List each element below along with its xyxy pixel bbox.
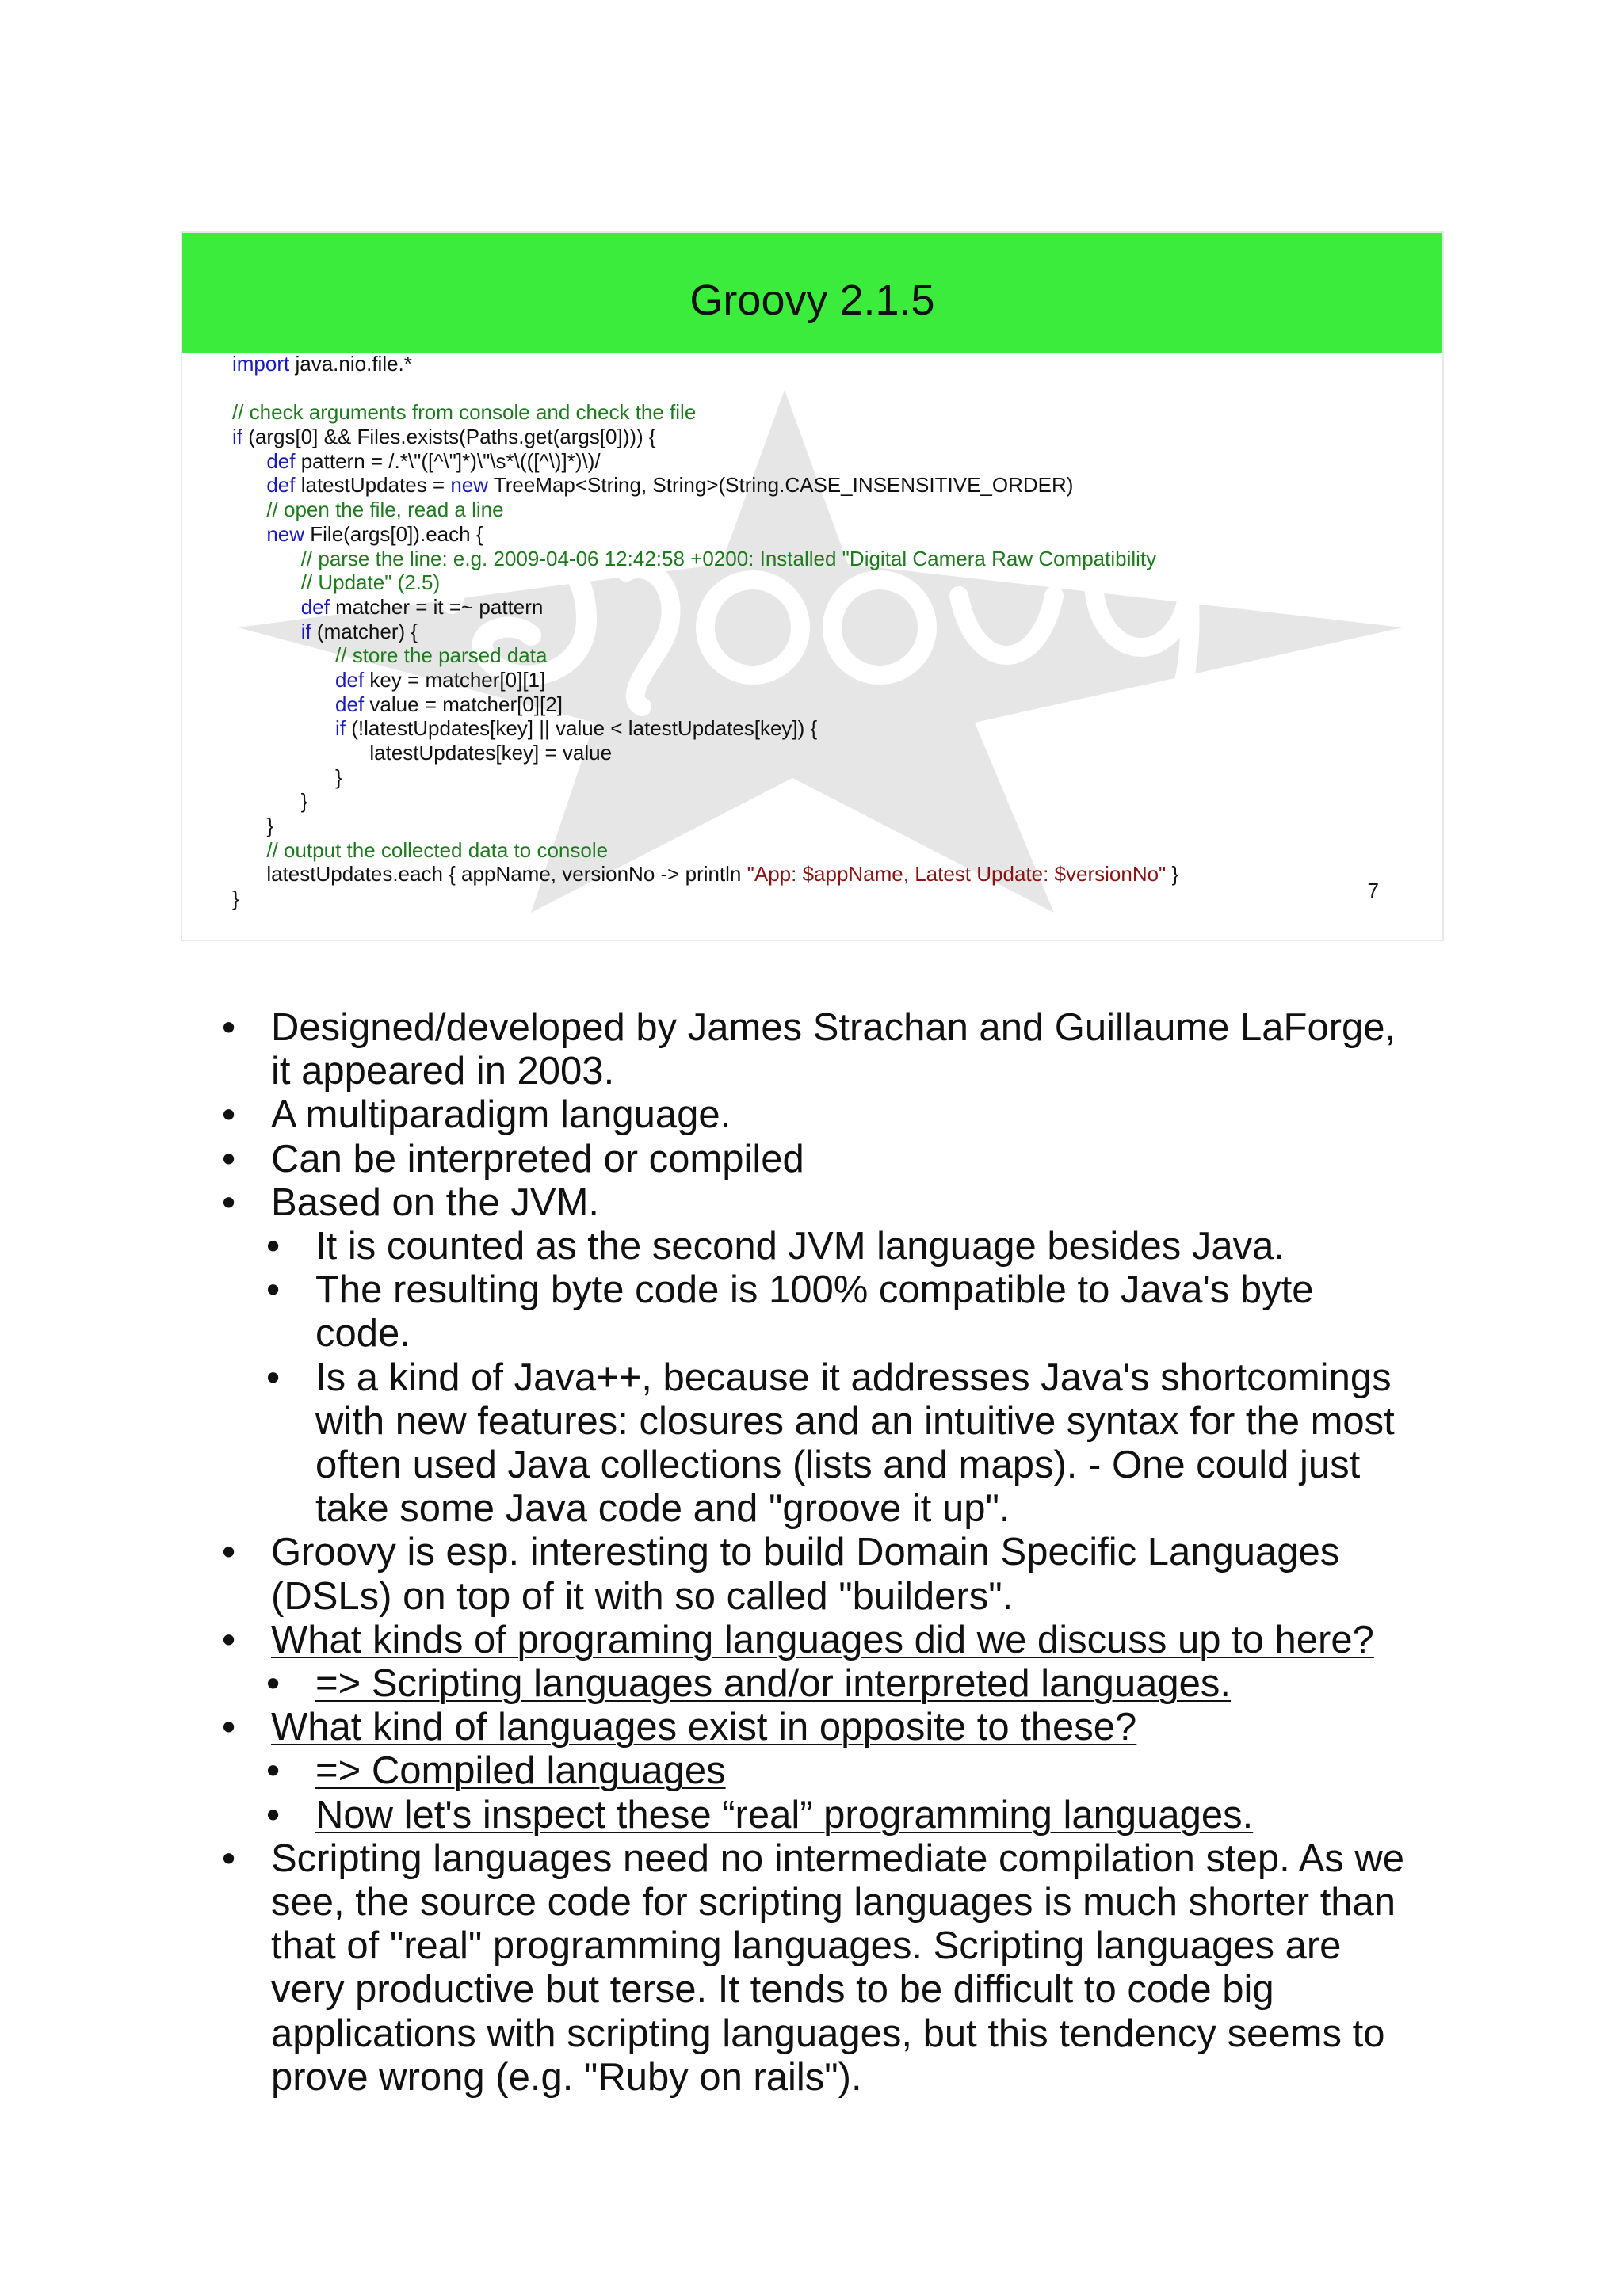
bullet-line: (DSLs) on top of it with so called "builders".	[271, 1574, 1014, 1618]
code-line	[232, 741, 1421, 765]
code-keyword: import	[232, 352, 290, 376]
bullet-text	[271, 1006, 1396, 1093]
bullet-line: What kind of languages exist in opposite to these?	[271, 1706, 1137, 1749]
code-text	[232, 522, 266, 546]
code-text	[232, 620, 301, 643]
bullet-line: take some Java code and "groove it up".	[315, 1487, 1010, 1531]
code-line	[232, 473, 1421, 498]
code-text: TreeMap<String, String>(String.CASE_INSENSITIVE_ORDER)	[488, 473, 1074, 498]
code-line	[232, 400, 1421, 425]
code-text	[232, 449, 266, 473]
code-keyword: def	[266, 448, 296, 473]
code-keyword: def	[266, 473, 296, 498]
code-text: }	[1166, 862, 1179, 887]
bullet-text	[315, 1794, 1253, 1836]
code-keyword: def	[335, 692, 365, 716]
bullet-line: often used Java collections (lists and maps). - One could just	[315, 1444, 1361, 1487]
code-text: key = matcher[0][1]	[364, 667, 546, 692]
code-text: latestUpdates =	[295, 473, 451, 498]
bullet-line: applications with scripting languages, but this tendency seems to	[271, 2012, 1385, 2055]
bullet-line: it appeared in 2003.	[271, 1050, 615, 1093]
code-line	[232, 620, 1421, 644]
code-text	[232, 643, 335, 667]
bullet-line: that of "real" programming languages. Scripting languages are	[271, 1924, 1342, 1968]
code-line	[232, 692, 1421, 717]
code-text: (args[0] && Files.exists(Paths.get(args[0]))) {	[242, 425, 656, 449]
bullet-line: very productive but terse. It tends to be difficult to code big	[271, 1968, 1274, 2012]
bullet-text	[271, 1181, 599, 1224]
code-line	[232, 376, 1421, 401]
bullet-item	[222, 1006, 1458, 1093]
code-line	[232, 498, 1421, 522]
code-text: java.nio.file.*	[289, 352, 412, 376]
code-text	[232, 570, 301, 594]
bullet-item	[266, 1662, 1458, 1706]
code-string: "App: $appName, Latest Update: $versionNo"	[747, 862, 1167, 887]
bullet-line: Based on the JVM.	[271, 1180, 600, 1224]
bullet-line: Now let's inspect these “real” programming languages.	[315, 1793, 1254, 1836]
code-line	[232, 595, 1421, 620]
code-line	[232, 449, 1421, 474]
code-listing	[232, 352, 1421, 911]
code-keyword: if	[335, 716, 346, 741]
bullet-text	[271, 1138, 804, 1180]
code-line	[232, 522, 1421, 547]
bullet-item	[266, 1356, 1458, 1531]
bullet-line: Is a kind of Java++, because it addresses Java's shortcomings	[315, 1356, 1392, 1399]
code-comment: // open the file, read a line	[266, 498, 504, 522]
bullet-line: Designed/developed by James Strachan and Guillaume LaForge,	[271, 1006, 1396, 1049]
code-text: (!latestUpdates[key] || value < latestUpdates[key]) {	[346, 716, 818, 741]
bullet-item	[266, 1225, 1458, 1268]
bullet-line: with new features: closures and an intuitive syntax for the most	[315, 1399, 1395, 1443]
slide	[181, 231, 1444, 941]
bullet-line: A multiparadigm language.	[271, 1093, 731, 1137]
bullet-line: The resulting byte code is 100% compatible to Java's byte	[315, 1268, 1314, 1312]
code-text	[232, 668, 335, 692]
slide-title: Groovy 2.1.5	[689, 277, 935, 324]
bullet-item	[266, 1794, 1458, 1837]
code-keyword: if	[232, 425, 242, 449]
code-line	[232, 570, 1421, 595]
bullet-line: Groovy is esp. interesting to build Domain Specific Languages	[271, 1531, 1340, 1574]
code-text	[232, 547, 301, 570]
bullet-line: Scripting languages need no intermediate compilation step. As we	[271, 1836, 1405, 1880]
bullet-text	[271, 1619, 1374, 1661]
code-line	[232, 765, 1421, 790]
bullet-text	[315, 1749, 726, 1792]
code-text: latestUpdates[key] = value	[232, 741, 613, 765]
code-line	[232, 643, 1421, 668]
code-line	[232, 716, 1421, 741]
code-text: pattern = /.*\"([^\"]*)\"\s*\(([^\)]*)\)/	[295, 448, 601, 473]
bullet-item	[222, 1138, 1458, 1181]
code-comment: // check arguments from console and check the file	[232, 400, 697, 425]
code-line	[232, 814, 1421, 838]
bullet-text	[315, 1356, 1395, 1531]
bullet-item	[222, 1706, 1458, 1749]
bullet-text	[271, 1837, 1404, 2099]
code-comment: // Update" (2.5)	[300, 570, 441, 595]
bullet-line: Can be interpreted or compiled	[271, 1137, 804, 1180]
bullet-text	[271, 1531, 1339, 1617]
bullet-text	[271, 1093, 731, 1136]
code-keyword: new	[450, 473, 489, 498]
code-text	[232, 692, 335, 716]
bullet-item	[222, 1531, 1458, 1618]
code-text: }	[232, 887, 239, 911]
bullet-line: What kinds of programing languages did we discuss up to here?	[271, 1618, 1374, 1661]
code-text	[232, 473, 266, 497]
bullet-line: It is counted as the second JVM language besides Java.	[315, 1225, 1285, 1268]
code-text: }	[232, 789, 308, 814]
code-text: latestUpdates.each { appName, versionNo -> println	[232, 862, 747, 887]
bullet-item	[222, 1619, 1458, 1662]
bullet-line: see, the source code for scripting languages is much shorter than	[271, 1881, 1396, 1924]
code-text: File(args[0]).each {	[304, 521, 483, 546]
bullet-item	[266, 1268, 1458, 1356]
bullet-item	[222, 1837, 1458, 2100]
code-line	[232, 789, 1421, 814]
bullet-item	[222, 1093, 1458, 1137]
code-keyword: new	[266, 521, 305, 546]
code-text: (matcher) {	[311, 619, 418, 643]
code-text	[232, 595, 301, 619]
code-text	[232, 716, 335, 740]
code-text	[232, 838, 266, 862]
code-text: value = matcher[0][2]	[364, 692, 563, 716]
code-text: }	[232, 765, 342, 789]
code-keyword: if	[300, 619, 311, 643]
bullet-line: => Scripting languages and/or interpreted languages.	[315, 1662, 1232, 1706]
code-line	[232, 838, 1421, 863]
bullet-text	[315, 1662, 1231, 1705]
code-keyword: def	[300, 594, 330, 619]
code-line	[232, 887, 1421, 911]
bullet-item	[222, 1181, 1458, 1225]
bullet-line: => Compiled languages	[315, 1749, 726, 1793]
code-text	[232, 498, 266, 521]
code-line	[232, 668, 1421, 692]
code-comment: // output the collected data to console	[266, 837, 609, 862]
code-keyword: def	[335, 667, 365, 692]
bullet-item	[266, 1749, 1458, 1793]
bullet-text	[315, 1268, 1314, 1355]
code-line	[232, 547, 1421, 571]
code-line	[232, 352, 1421, 376]
code-comment: // parse the line: e.g. 2009-04-06 12:42:58 +0200: Installed "Digital Camera Raw Compatibility	[300, 546, 1157, 570]
bullet-text	[315, 1225, 1285, 1268]
bullet-line: code.	[315, 1312, 411, 1356]
notes-bullet-list	[222, 1006, 1458, 2100]
code-comment: // store the parsed data	[335, 643, 548, 668]
code-line	[232, 425, 1421, 449]
slide-header	[182, 233, 1442, 353]
bullet-line: prove wrong (e.g. "Ruby on rails").	[271, 2055, 862, 2099]
code-text: matcher = it =~ pattern	[329, 594, 544, 619]
slide-number: 7	[1367, 879, 1379, 902]
bullet-text	[271, 1706, 1136, 1749]
code-text: }	[232, 814, 274, 838]
notes	[222, 1006, 1458, 2100]
code-line	[232, 862, 1421, 887]
